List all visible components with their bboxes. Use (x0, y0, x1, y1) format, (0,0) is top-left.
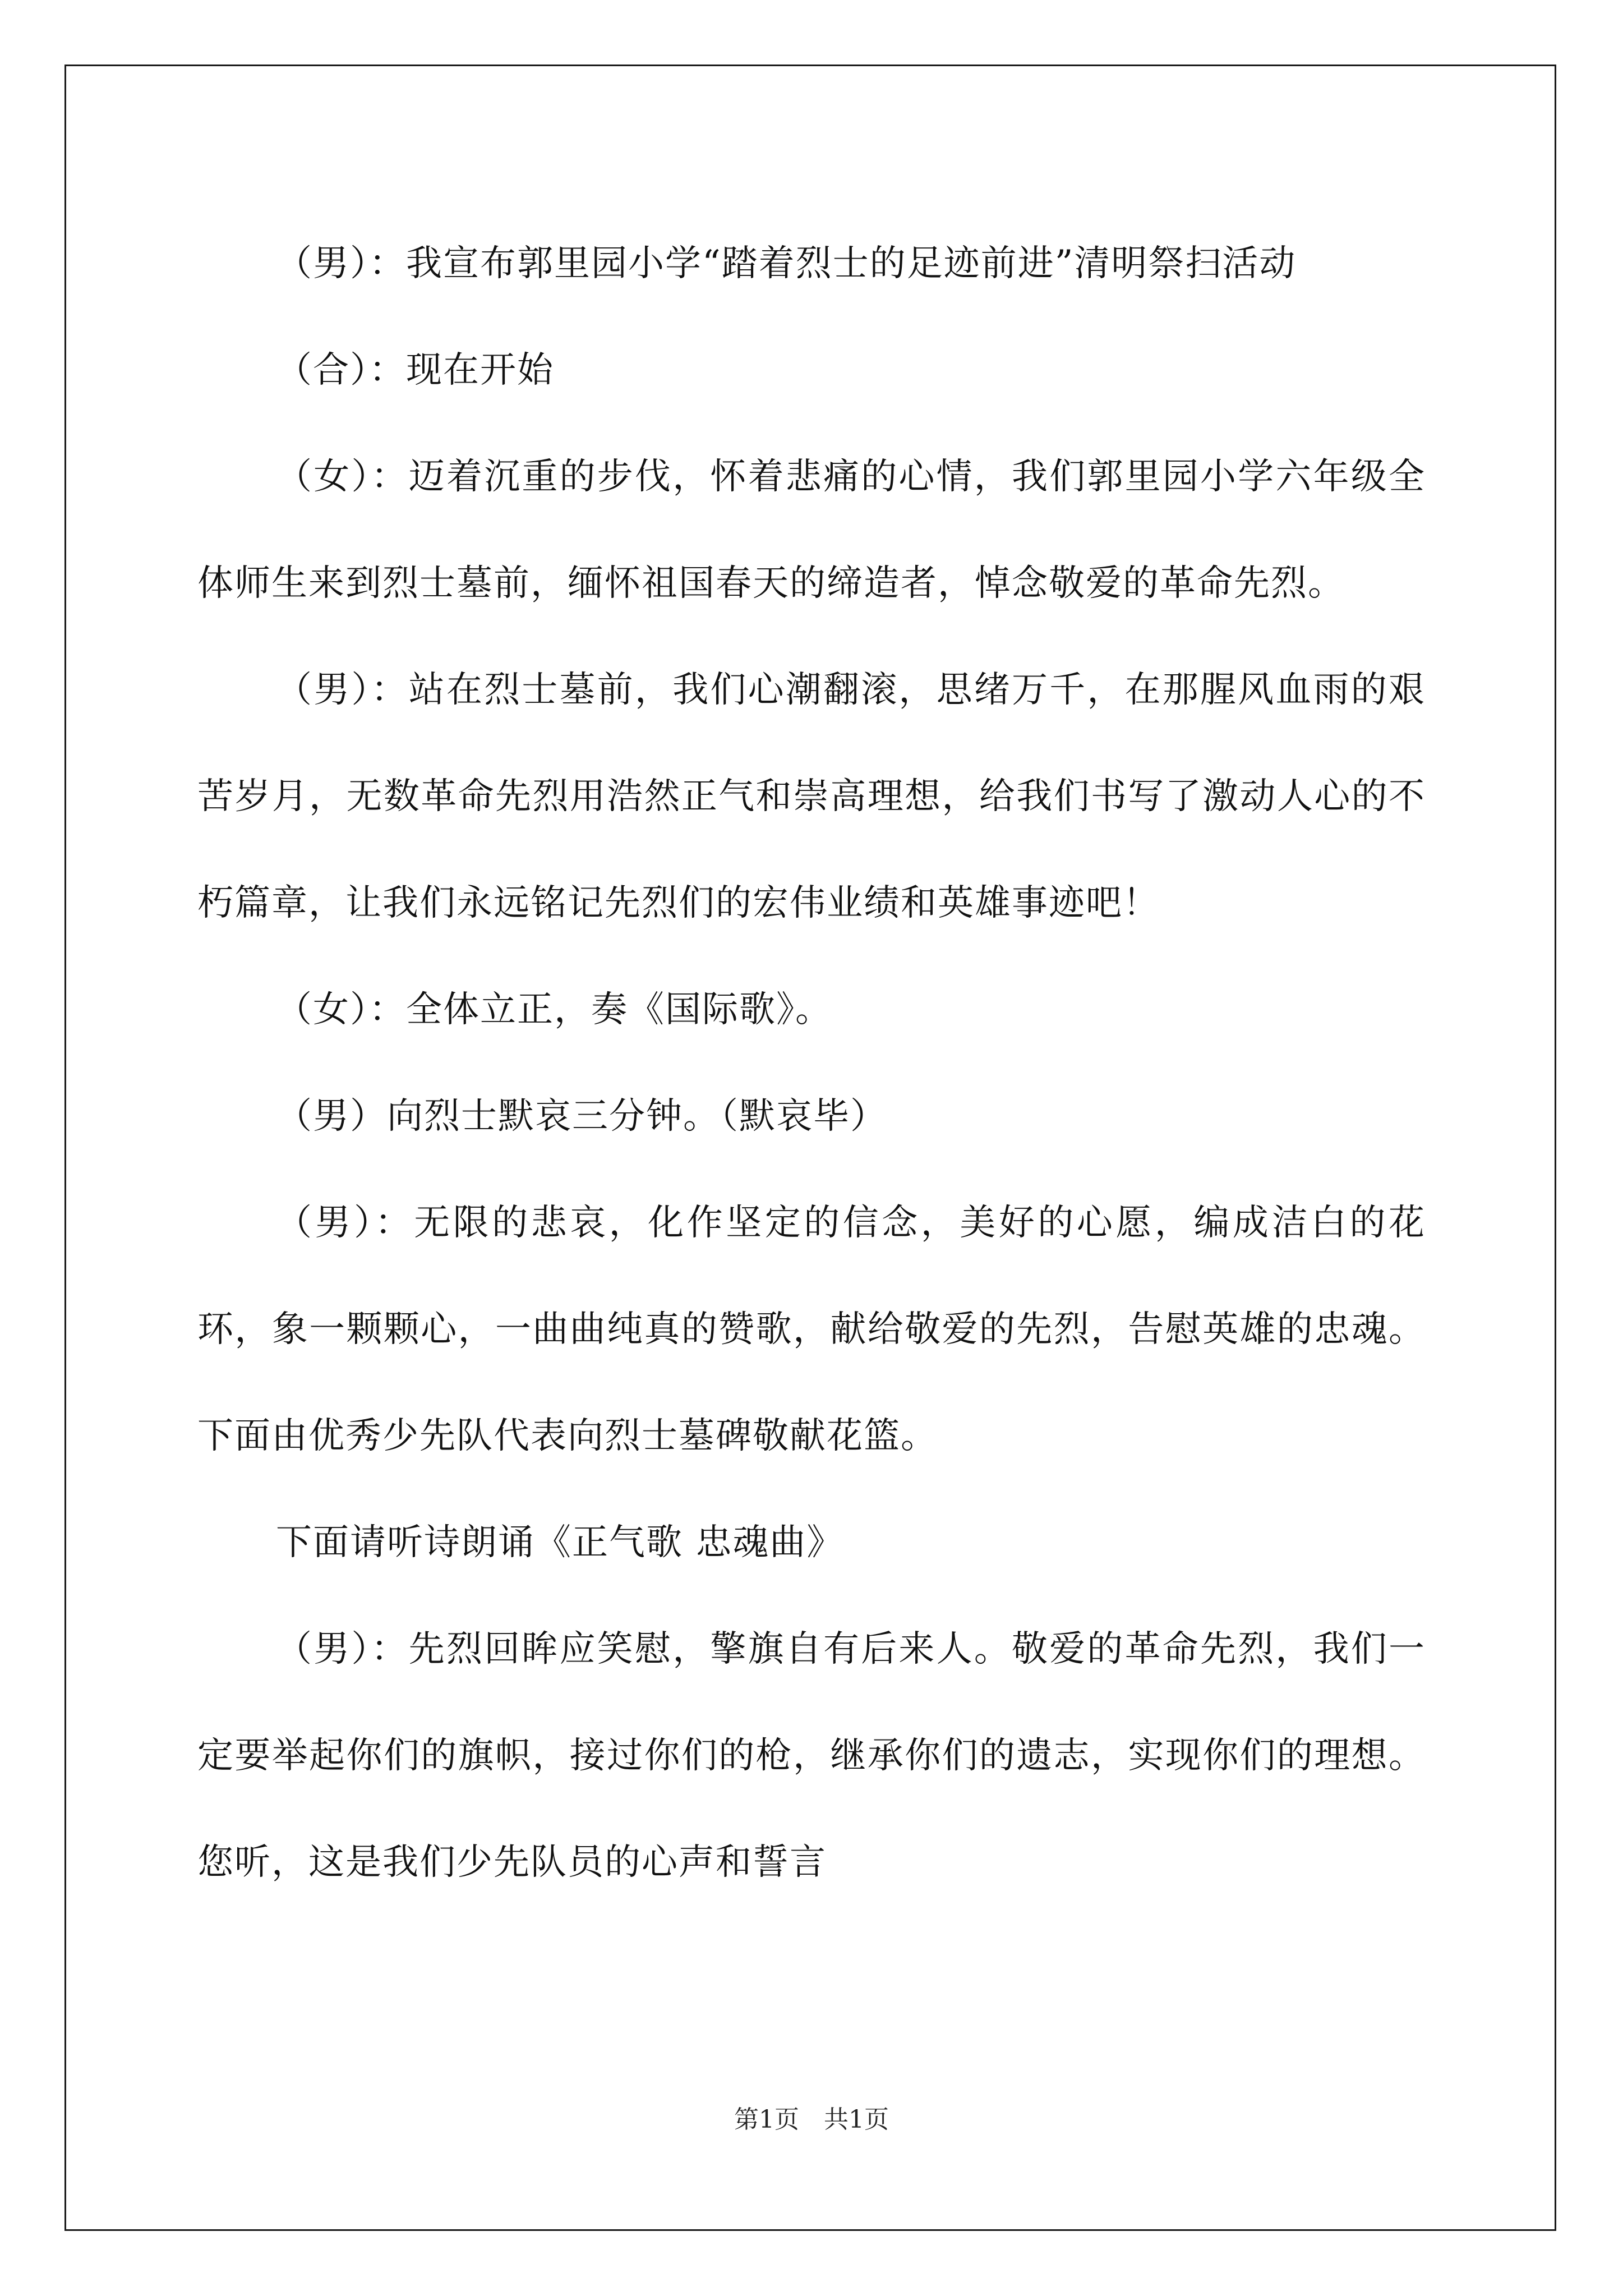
page-total: 共1页 (824, 2105, 889, 2134)
paragraph: 下面请听诗朗诵《正气歌 忠魂曲》 (276, 1522, 844, 1563)
paragraph: （男）向烈士默哀三分钟。（默哀毕） (276, 1096, 887, 1137)
page-footer (0, 2099, 1623, 2135)
page-number: 第1页 (734, 2105, 799, 2134)
paragraph: （女）：全体立正，奏《国际歌》。 (276, 989, 832, 1030)
paragraph: （合）：现在开始 (276, 349, 554, 391)
paragraph: （男）：站在烈士墓前，我们心潮翻滚，思绪万千，在那腥风血雨的艰苦岁月，无数革命先烈用浩然正气和崇高理想，给我们书写了激动人心的不朽篇章，让我们永远铭记先烈们的宏伟业绩和英雄事迹吧！ (197, 669, 1426, 924)
paragraph: （男）：无限的悲哀，化作坚定的信念，美好的心愿，编成洁白的花环，象一颗颗心，一曲曲纯真的赞歌，献给敬爱的先烈，告慰英雄的忠魂。下面由优秀少先队代表向烈士墓碑敬献花篮。 (197, 1202, 1426, 1457)
document-body (197, 210, 1426, 1916)
paragraph: （女）：迈着沉重的步伐，怀着悲痛的心情，我们郭里园小学六年级全体师生来到烈士墓前，缅怀祖国春天的缔造者，悼念敬爱的革命先烈。 (197, 456, 1426, 604)
paragraph: （男）：我宣布郭里园小学“踏着烈士的足迹前进”清明祭扫活动 (276, 243, 1297, 284)
paragraph: （男）：先烈回眸应笑慰，擎旗自有后来人。敬爱的革命先烈，我们一定要举起你们的旗帜，接过你们的枪，继承你们的遗志，实现你们的理想。您听，这是我们少先队员的心声和誓言 (197, 1628, 1426, 1883)
